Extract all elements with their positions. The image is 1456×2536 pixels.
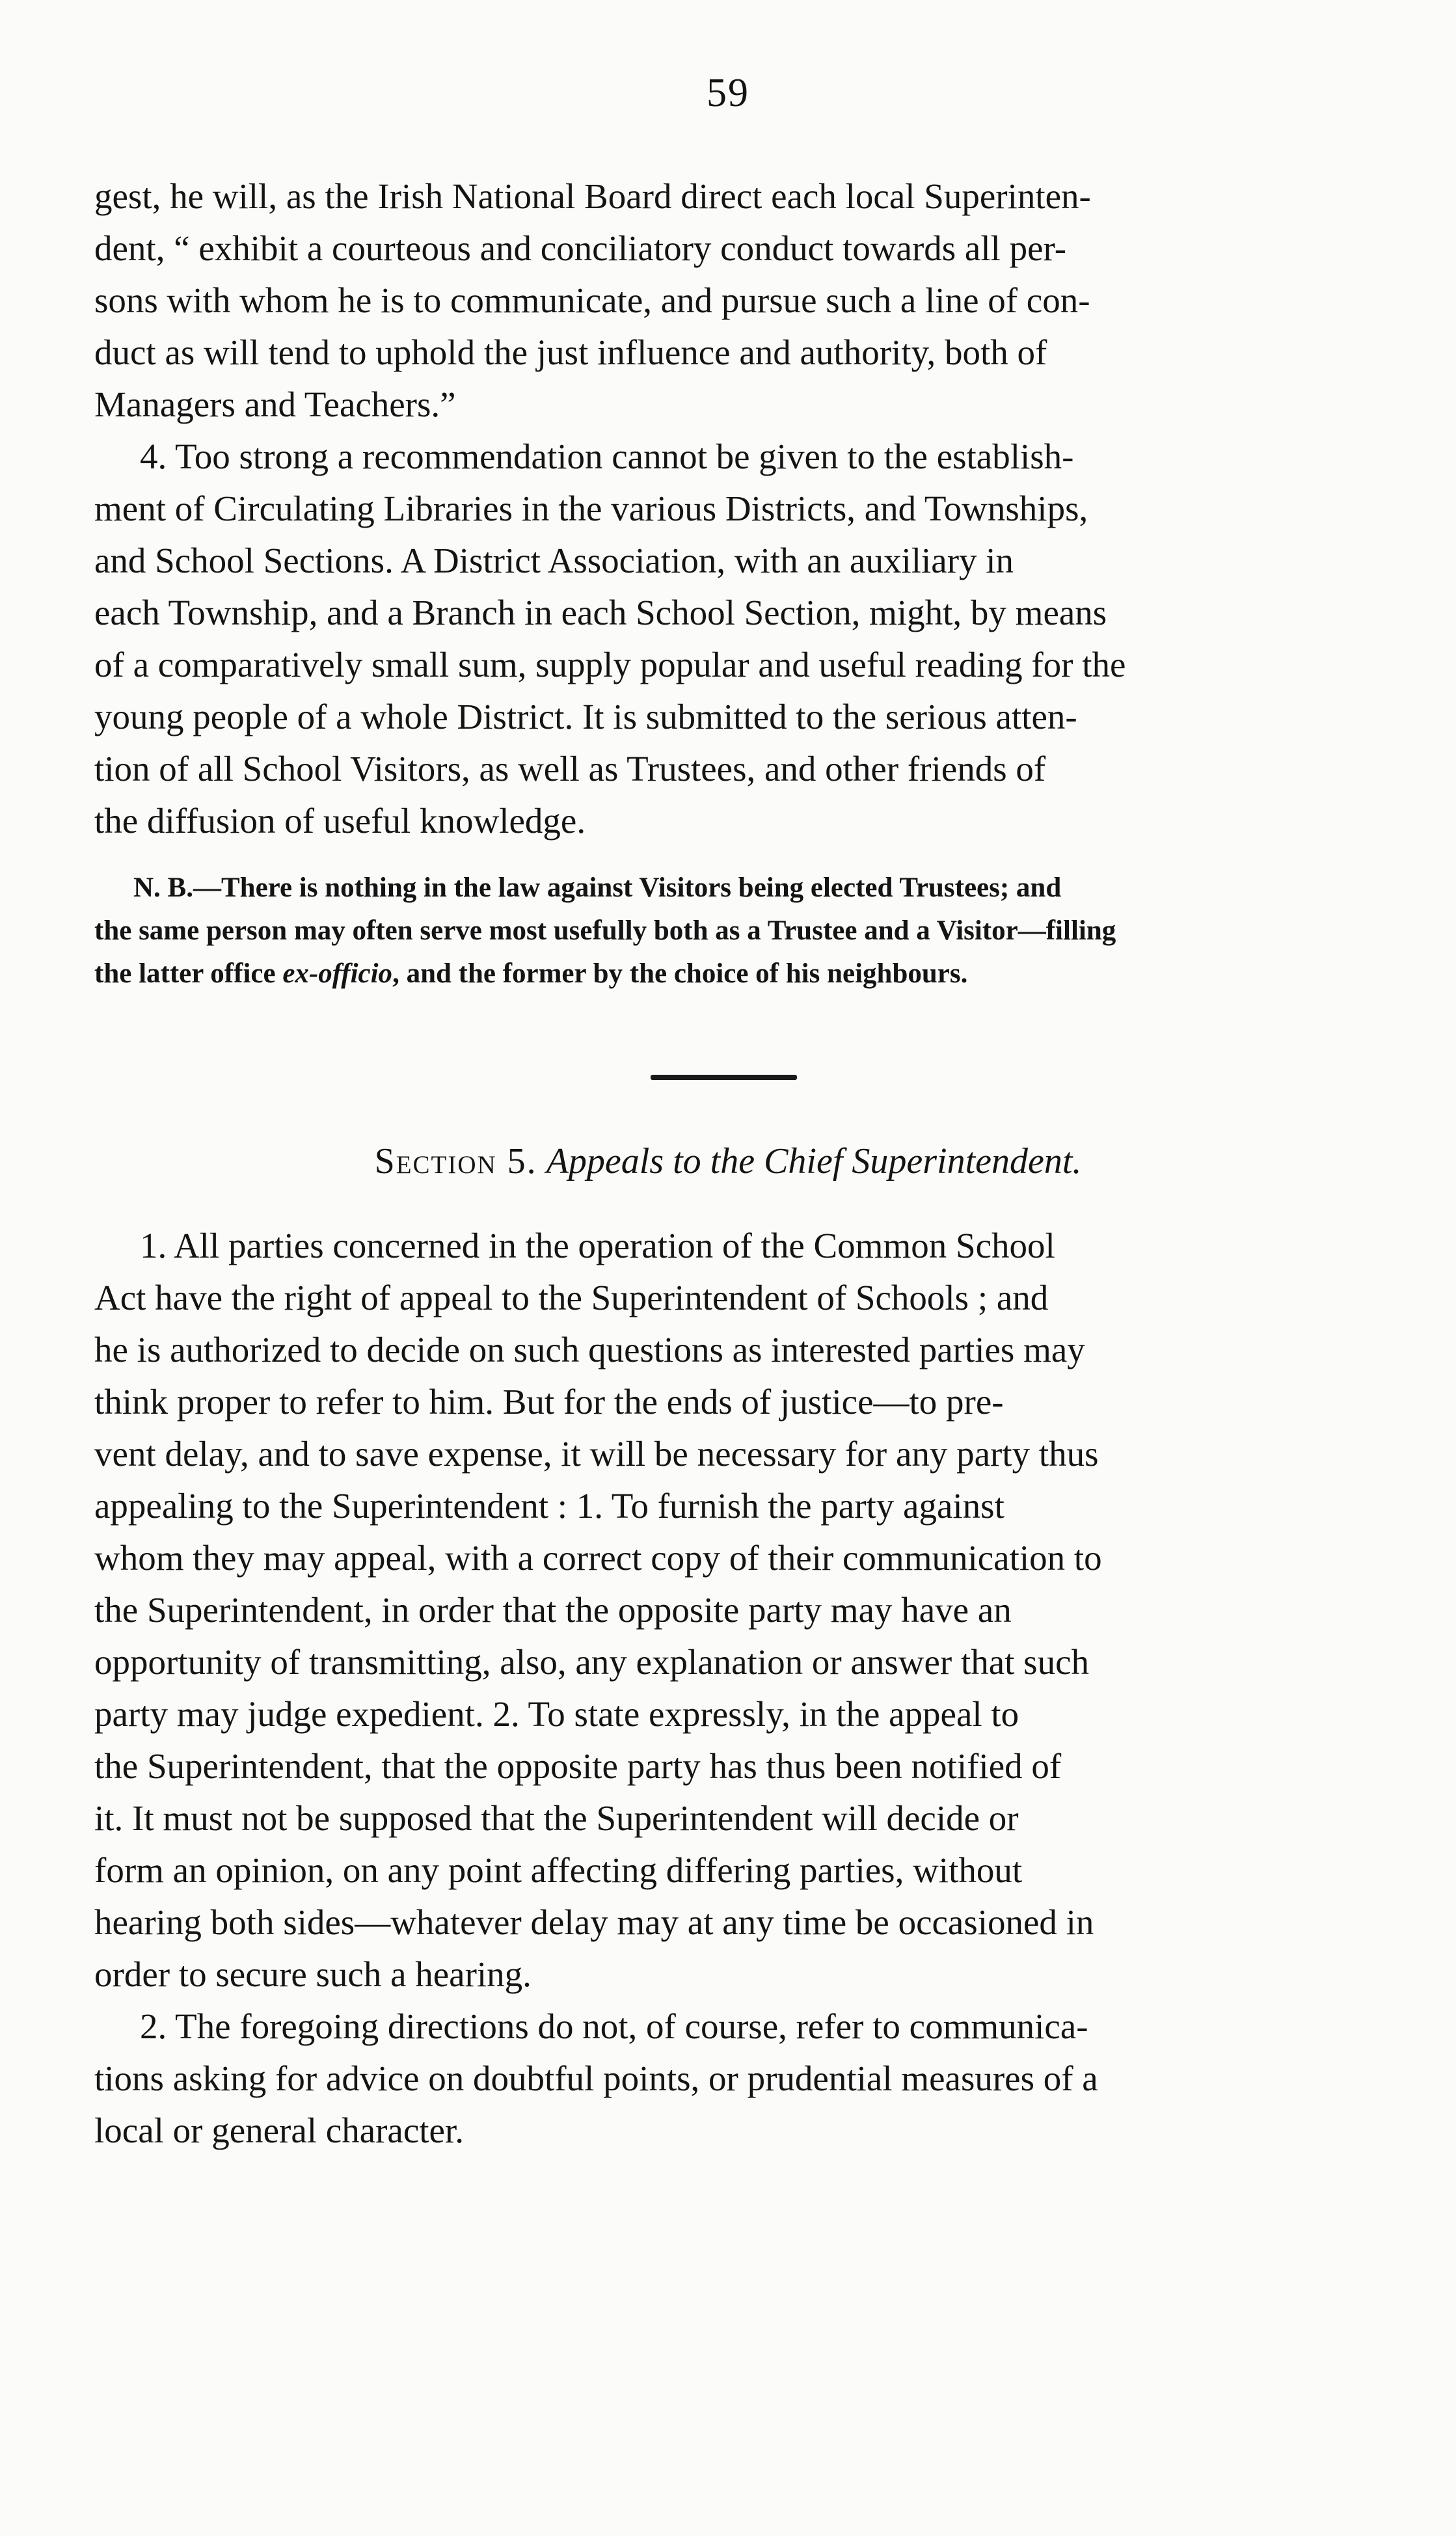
section-title: Appeals to the Chief Superintendent. bbox=[546, 1141, 1082, 1181]
text-line: appealing to the Superintendent : 1. To furnish the party against bbox=[94, 1486, 1004, 1526]
text-line: he is authorized to decide on such questions as interested parties may bbox=[94, 1330, 1085, 1369]
text-line: 1. All parties concerned in the operation of the Common School bbox=[140, 1226, 1055, 1265]
text-line: gest, he will, as the Irish National Board direct each local Superinten- bbox=[94, 176, 1091, 216]
text-line: of a comparatively small sum, supply popular and useful reading for the bbox=[94, 645, 1126, 684]
text-line: hearing both sides—whatever delay may at any time be occasioned in bbox=[94, 1902, 1094, 1942]
section-divider bbox=[651, 1075, 797, 1080]
text-line: the diffusion of useful knowledge. bbox=[94, 801, 586, 841]
text-line: think proper to refer to him. But for the ends of justice—to pre- bbox=[94, 1382, 1004, 1422]
text-line: dent, “ exhibit a courteous and conciliatory conduct towards all per- bbox=[94, 228, 1067, 268]
text-line: local or general character. bbox=[94, 2111, 464, 2150]
text-line: 2. The foregoing directions do not, of course, refer to communica- bbox=[140, 2006, 1088, 2046]
text-line: whom they may appeal, with a correct copy of their communication to bbox=[94, 1538, 1102, 1578]
text-line: and School Sections. A District Association, with an auxiliary in bbox=[94, 541, 1014, 580]
page-number: 59 bbox=[707, 71, 749, 115]
note-text: , and the former by the choice of his neighbours. bbox=[392, 958, 968, 989]
text-line: 4. Too strong a recommendation cannot be given to the establish- bbox=[140, 437, 1074, 476]
text-line: party may judge expedient. 2. To state expressly, in the appeal to bbox=[94, 1694, 1019, 1734]
note-line bbox=[94, 952, 967, 995]
text-line: the Superintendent, in order that the opposite party may have an bbox=[94, 1590, 1012, 1630]
note-italic-term: ex-officio bbox=[282, 958, 393, 989]
text-line: order to secure such a hearing. bbox=[94, 1954, 532, 1994]
note-text: the latter office bbox=[94, 958, 283, 989]
text-line: opportunity of transmitting, also, any explanation or answer that such bbox=[94, 1642, 1089, 1682]
text-line: it. It must not be supposed that the Superintendent will decide or bbox=[94, 1798, 1019, 1838]
text-line: duct as will tend to uphold the just influence and authority, both of bbox=[94, 332, 1047, 372]
text-line: vent delay, and to save expense, it will be necessary for any party thus bbox=[94, 1434, 1099, 1474]
text-line: Managers and Teachers.” bbox=[94, 384, 456, 424]
text-line: sons with whom he is to communicate, and pursue such a line of con- bbox=[94, 280, 1090, 320]
text-line: ment of Circulating Libraries in the various Districts, and Townships, bbox=[94, 489, 1088, 528]
note-line: N. B.—There is nothing in the law against Visitors being elected Trustees; and bbox=[133, 872, 1062, 903]
note-line: the same person may often serve most usefully both as a Trustee and a Visitor—filling bbox=[94, 915, 1116, 946]
text-line: each Township, and a Branch in each School Section, might, by means bbox=[94, 593, 1107, 632]
text-line: Act have the right of appeal to the Superintendent of Schools ; and bbox=[94, 1278, 1049, 1317]
text-line: form an opinion, on any point affecting differing parties, without bbox=[94, 1850, 1023, 1890]
text-line: tions asking for advice on doubtful points, or prudential measures of a bbox=[94, 2058, 1098, 2098]
text-line: the Superintendent, that the opposite party has thus been notified of bbox=[94, 1746, 1062, 1786]
section-heading bbox=[0, 1135, 1456, 1187]
text-line: young people of a whole District. It is submitted to the serious atten- bbox=[94, 697, 1077, 736]
text-line: tion of all School Visitors, as well as Trustees, and other friends of bbox=[94, 749, 1046, 789]
section-label: Section 5. bbox=[374, 1141, 537, 1181]
